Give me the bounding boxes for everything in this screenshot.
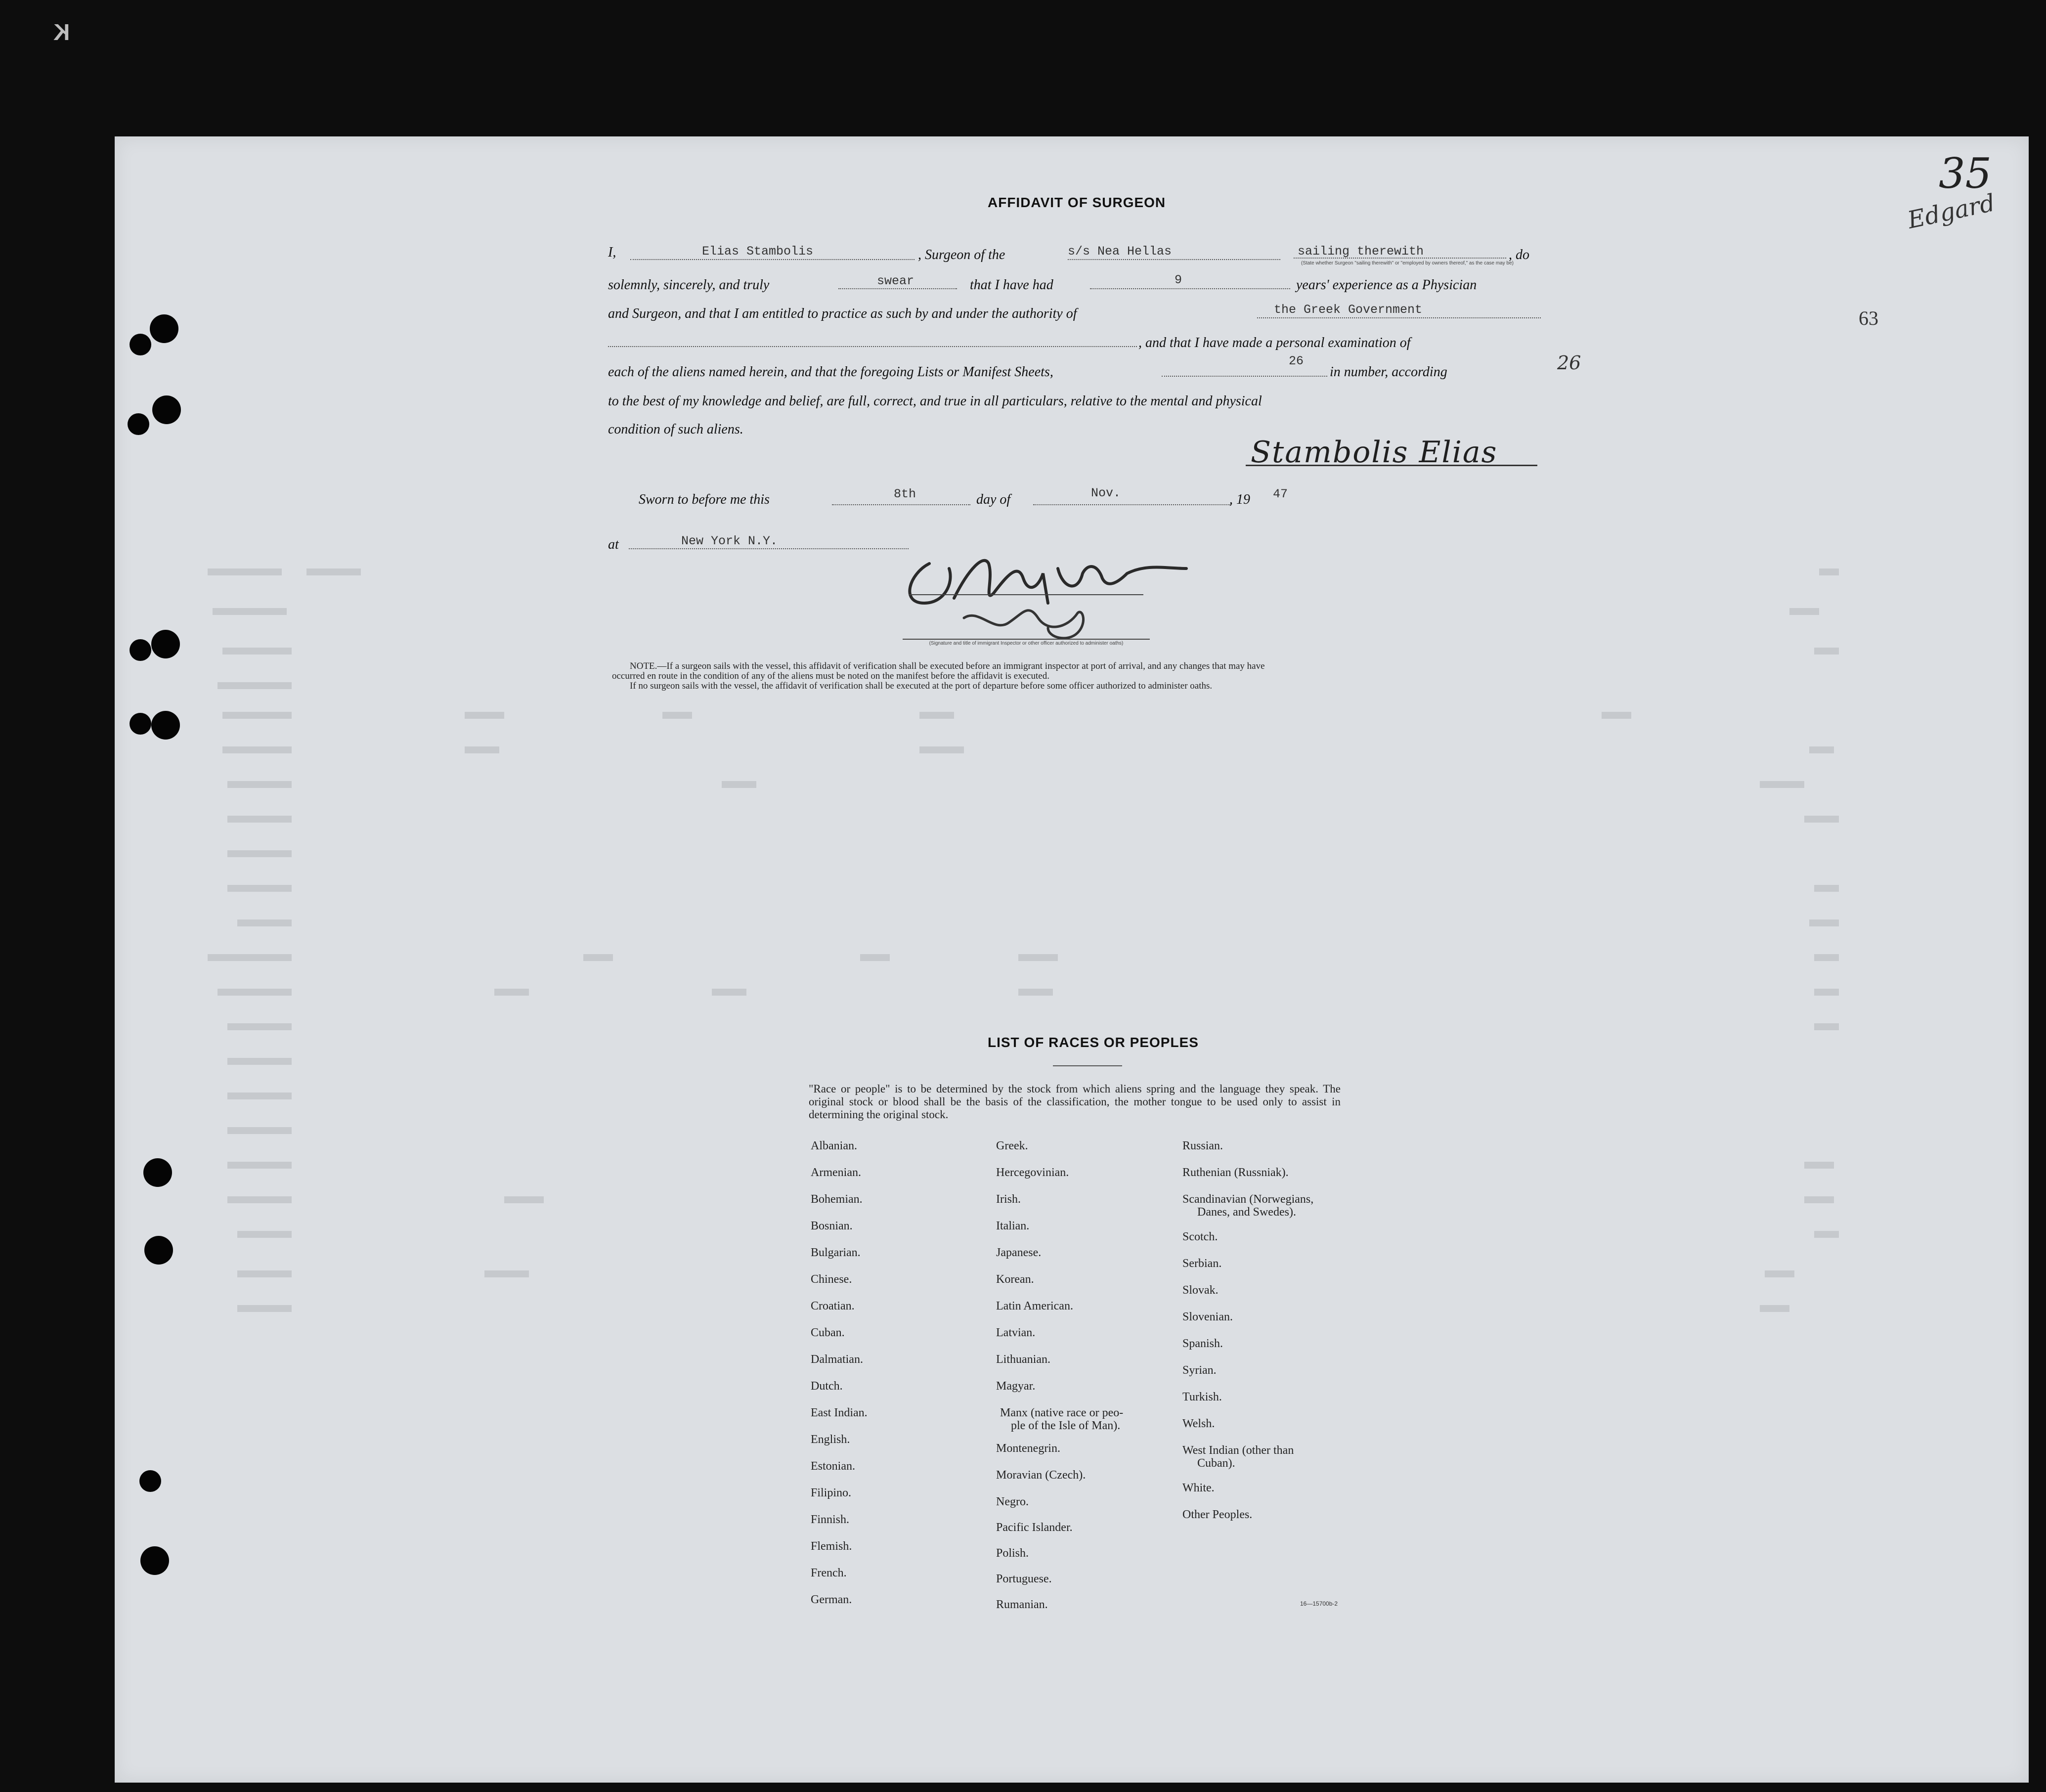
place-field: New York N.Y. <box>681 534 778 548</box>
officer-caption: (Signature and title of immigrant Inspector or other officer authorized to administer oaths) <box>929 641 1124 646</box>
race-item: Hercegovinian. <box>996 1166 1069 1179</box>
affidavit-text: , and that I have made a personal examination of <box>1138 335 1411 350</box>
race-item: Serbian. <box>1182 1257 1222 1270</box>
race-item: Bosnian. <box>811 1220 853 1232</box>
race-item: Filipino. <box>811 1486 852 1499</box>
race-item: Bulgarian. <box>811 1246 861 1259</box>
race-item: Bohemian. <box>811 1193 863 1206</box>
race-item: West Indian (other than <box>1182 1444 1294 1457</box>
affidavit-text: and Surgeon, and that I am entitled to practice as such by and under the authority of <box>608 306 1077 321</box>
blank-underline <box>608 346 1137 347</box>
race-item: Negro. <box>996 1495 1029 1508</box>
sheet-number: 63 <box>1859 307 1878 329</box>
race-item: Estonian. <box>811 1460 855 1473</box>
punch-hole <box>144 1236 173 1265</box>
race-item: English. <box>811 1433 850 1446</box>
blank-underline <box>1162 376 1327 377</box>
race-item: Russian. <box>1182 1139 1223 1152</box>
race-item: Greek. <box>996 1139 1028 1152</box>
years-field: 9 <box>1175 273 1182 287</box>
race-item: Albanian. <box>811 1139 857 1152</box>
place-label: at <box>608 537 619 552</box>
race-item: Lithuanian. <box>996 1353 1050 1366</box>
page-number-handwritten: 35 <box>1939 149 1992 198</box>
race-item-continued: Cuban). <box>1197 1457 1235 1470</box>
affidavit-text: I, <box>608 245 616 260</box>
affidavit-text: each of the aliens named herein, and that the foregoing Lists or Manifest Sheets, <box>608 364 1053 380</box>
form-number: 16—15700b-2 <box>1300 1600 1338 1607</box>
affidavit-text: , do <box>1509 247 1529 262</box>
race-item: Manx (native race or peo- <box>1000 1406 1124 1419</box>
race-item: Rumanian. <box>996 1598 1048 1611</box>
affidavit-text: solemnly, sincerely, and truly <box>608 277 770 293</box>
affidavit-text: condition of such aliens. <box>608 422 743 437</box>
race-item: Dalmatian. <box>811 1353 863 1366</box>
punch-hole <box>143 1158 172 1187</box>
punch-hole <box>130 334 151 355</box>
affidavit-text: , Surgeon of the <box>918 247 1005 262</box>
race-item: Moravian (Czech). <box>996 1469 1086 1482</box>
race-item: Armenian. <box>811 1166 861 1179</box>
punch-hole <box>128 413 149 435</box>
race-item: Flemish. <box>811 1540 852 1553</box>
race-item: Portuguese. <box>996 1573 1052 1585</box>
race-item: Chinese. <box>811 1273 852 1286</box>
race-item: White. <box>1182 1482 1215 1494</box>
authority-field: the Greek Government <box>1274 303 1423 317</box>
race-item: Japanese. <box>996 1246 1042 1259</box>
punch-hole <box>139 1470 161 1492</box>
race-item-continued: Danes, and Swedes). <box>1197 1206 1296 1219</box>
race-item: Scotch. <box>1182 1230 1218 1243</box>
sworn-text: day of <box>976 492 1011 507</box>
margin-note: 26 <box>1557 352 1581 374</box>
punch-hole <box>130 639 151 661</box>
signature-underline <box>1246 465 1537 466</box>
punch-hole <box>140 1546 169 1575</box>
race-item: French. <box>811 1567 847 1579</box>
blank-underline <box>1257 317 1541 318</box>
punch-hole <box>151 630 180 658</box>
race-item: Spanish. <box>1182 1337 1223 1350</box>
note-line: NOTE.—If a surgeon sails with the vessel, this affidavit of verification shall be executed before an immigrant inspector at port of arrival, and any changes that may have <box>630 661 1265 671</box>
sworn-month-field: Nov. <box>1091 486 1121 500</box>
oath-field: swear <box>877 274 914 288</box>
surgeon-name-field: Elias Stambolis <box>702 244 814 259</box>
race-item: Irish. <box>996 1193 1021 1206</box>
race-item: Dutch. <box>811 1380 843 1393</box>
affidavit-text: in number, according <box>1330 364 1447 380</box>
vessel-field: s/s Nea Hellas <box>1068 244 1172 259</box>
race-item: Ruthenian (Russniak). <box>1182 1166 1289 1179</box>
sheets-count-field: 26 <box>1289 354 1304 368</box>
affidavit-note <box>612 661 1541 691</box>
race-item: Welsh. <box>1182 1417 1215 1430</box>
blank-underline <box>1033 504 1231 505</box>
sworn-day-field: 8th <box>894 487 916 501</box>
affidavit-title: AFFIDAVIT OF SURGEON <box>988 195 1166 210</box>
officer-signature <box>870 534 1206 648</box>
affidavit-text: to the best of my knowledge and belief, are full, correct, and true in all particulars, relative to the mental and physical <box>608 393 1262 409</box>
race-item: Finnish. <box>811 1513 850 1526</box>
blank-underline <box>630 259 914 260</box>
race-item: Latin American. <box>996 1300 1073 1312</box>
race-item: Scandinavian (Norwegians, <box>1182 1193 1314 1206</box>
officer-signature-line <box>909 594 1143 595</box>
races-intro: "Race or people" is to be determined by the stock from which aliens spring and the language they speak. The original stock or blood shall be the basis of the classification, the mother tongue to be used only to assist in determining the original stock. <box>809 1083 1341 1121</box>
officer-title-line <box>903 639 1150 640</box>
blank-underline <box>838 288 957 289</box>
sailing-status-note: (State whether Surgeon "sailing therewith" or "employed by owners thereof," as the case may be) <box>1301 261 1514 266</box>
sworn-year-field: 47 <box>1273 487 1288 501</box>
sworn-text: Sworn to before me this <box>639 492 770 507</box>
title-rule <box>1053 1065 1122 1066</box>
blank-underline <box>832 504 970 505</box>
punch-hole <box>150 314 178 343</box>
race-item: Latvian. <box>996 1326 1036 1339</box>
punch-hole <box>130 713 151 735</box>
race-item: Slovak. <box>1182 1284 1219 1297</box>
races-title: LIST OF RACES OR PEOPLES <box>988 1035 1199 1050</box>
sworn-text: , 19 <box>1229 492 1250 507</box>
blank-underline <box>1090 288 1290 289</box>
sailing-status-field: sailing therewith <box>1298 244 1424 259</box>
handwritten-name: Edgard <box>1905 189 1998 234</box>
race-item: Pacific Islander. <box>996 1521 1073 1534</box>
punch-hole <box>151 711 180 740</box>
blank-underline <box>629 548 909 549</box>
surgeon-signature: Stambolis Elias <box>1251 435 1498 470</box>
race-item: Korean. <box>996 1273 1034 1286</box>
race-item: East Indian. <box>811 1406 868 1419</box>
affidavit-text: that I have had <box>970 277 1053 293</box>
race-item: Syrian. <box>1182 1364 1217 1377</box>
race-item: Other Peoples. <box>1182 1508 1253 1521</box>
race-item: Polish. <box>996 1547 1029 1560</box>
race-item: Magyar. <box>996 1380 1036 1393</box>
race-item: Italian. <box>996 1220 1030 1232</box>
punch-hole <box>152 395 181 424</box>
race-item: Croatian. <box>811 1300 855 1312</box>
affidavit-text: years' experience as a Physician <box>1296 277 1477 293</box>
note-line: If no surgeon sails with the vessel, the affidavit of verification shall be executed at the port of departure before some officer authorized to administer oaths. <box>630 681 1213 691</box>
race-item-continued: ple of the Isle of Man). <box>1011 1419 1121 1432</box>
race-item: German. <box>811 1593 852 1606</box>
frame-letter: K <box>53 19 70 45</box>
blank-underline <box>1068 259 1280 260</box>
note-line: occurred en route in the condition of any of the aliens must be noted on the manifest before the affidavit is executed. <box>612 671 1049 681</box>
race-item: Turkish. <box>1182 1391 1222 1403</box>
race-item: Cuban. <box>811 1326 845 1339</box>
race-item: Slovenian. <box>1182 1311 1233 1323</box>
race-item: Montenegrin. <box>996 1442 1060 1455</box>
